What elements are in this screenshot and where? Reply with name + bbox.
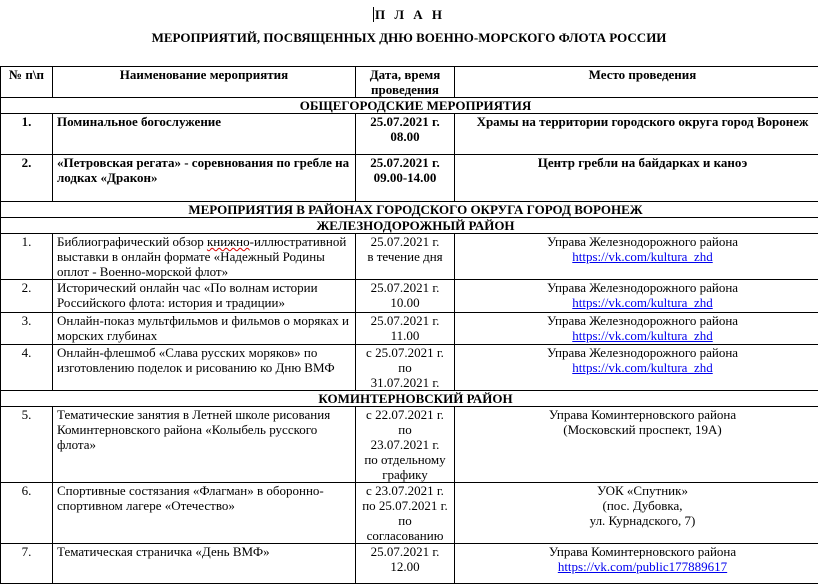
row-date: с 22.07.2021 г. по 23.07.2021 г. по отдельному графику: [356, 407, 455, 483]
row-place: Центр гребли на байдарках и каноэ: [455, 155, 818, 202]
vk-link[interactable]: https://vk.com/kultura_zhd: [572, 328, 712, 343]
vk-link[interactable]: https://vk.com/kultura_zhd: [572, 249, 712, 264]
table-row: [1, 280, 818, 313]
section-zhd: ЖЕЛЕЗНОДОРОЖНЫЙ РАЙОН: [1, 218, 818, 234]
events-table: [0, 66, 818, 584]
table-row: [1, 483, 818, 544]
row-place: Управа Коминтерновского района (Московский проспект, 19А): [455, 407, 818, 483]
row-place: Храмы на территории городского округа город Воронеж: [455, 114, 818, 155]
section-komintern: КОМИНТЕРНОВСКИЙ РАЙОН: [1, 391, 818, 407]
row-date: 25.07.2021 г. 11.00: [356, 313, 455, 345]
row-num: 2.: [1, 280, 53, 313]
table-row: [1, 407, 818, 483]
row-name: Библиографический обзор книжно-иллюстративной выставки в онлайн формате «Надежный Родины оплот - Военно-морской флот»: [53, 234, 356, 280]
row-place: Управа Железнодорожного района https://vk.com/kultura_zhd: [455, 313, 818, 345]
row-date: с 25.07.2021 г. по 31.07.2021 г.: [356, 345, 455, 391]
row-num: 1.: [1, 234, 53, 280]
row-name: Онлайн-флешмоб «Слава русских моряков» по изготовлению поделок и рисованию ко Дню ВМФ: [53, 345, 356, 391]
row-place: Управа Коминтерновского района https://vk.com/public177889617: [455, 544, 818, 584]
row-num: 5.: [1, 407, 53, 483]
table-row: [1, 544, 818, 584]
row-date: 25.07.2021 г. 08.00: [356, 114, 455, 155]
row-date: 25.07.2021 г. 09.00-14.00: [356, 155, 455, 202]
table-row: [1, 313, 818, 345]
section-districts: МЕРОПРИЯТИЯ В РАЙОНАХ ГОРОДСКОГО ОКРУГА ГОРОД ВОРОНЕЖ: [1, 202, 818, 218]
section-row: [1, 202, 818, 218]
row-date: с 23.07.2021 г. по 25.07.2021 г. по согласованию: [356, 483, 455, 544]
row-name: Онлайн-показ мультфильмов и фильмов о моряках и морских глубинах: [53, 313, 356, 345]
row-name: Тематическая страничка «День ВМФ»: [53, 544, 356, 584]
row-date: 25.07.2021 г. 12.00: [356, 544, 455, 584]
table-row: [1, 155, 818, 202]
table-header: [1, 67, 818, 98]
vk-link[interactable]: https://vk.com/kultura_zhd: [572, 360, 712, 375]
row-date: 25.07.2021 г. 10.00: [356, 280, 455, 313]
section-row: [1, 391, 818, 407]
row-num: 2.: [1, 155, 53, 202]
doc-title: П Л А Н: [0, 7, 818, 23]
row-num: 7.: [1, 544, 53, 584]
row-place: Управа Железнодорожного района https://vk.com/kultura_zhd: [455, 234, 818, 280]
doc-subtitle: МЕРОПРИЯТИЙ, ПОСВЯЩЕННЫХ ДНЮ ВОЕННО-МОРСКОГО ФЛОТА РОССИИ: [0, 30, 818, 46]
row-num: 1.: [1, 114, 53, 155]
row-num: 3.: [1, 313, 53, 345]
vk-link[interactable]: https://vk.com/kultura_zhd: [572, 295, 712, 310]
row-place: УОК «Спутник» (пос. Дубовка, ул. Курнадского, 7): [455, 483, 818, 544]
section-row: [1, 218, 818, 234]
row-date: 25.07.2021 г. в течение дня: [356, 234, 455, 280]
row-num: 4.: [1, 345, 53, 391]
row-name: Тематические занятия в Летней школе рисования Коминтерновского района «Колыбель русского флота»: [53, 407, 356, 483]
section-city: ОБЩЕГОРОДСКИЕ МЕРОПРИЯТИЯ: [1, 98, 818, 114]
header-num: № п\п: [1, 67, 53, 98]
header-name: Наименование мероприятия: [53, 67, 356, 98]
row-name: Исторический онлайн час «По волнам истории Российского флота: история и традиции»: [53, 280, 356, 313]
table-row: [1, 114, 818, 155]
header-place: Место проведения: [455, 67, 818, 98]
row-name: «Петровская регата» - соревнования по гребле на лодках «Дракон»: [53, 155, 356, 202]
row-name: Поминальное богослужение: [53, 114, 356, 155]
vk-link[interactable]: https://vk.com/public177889617: [558, 559, 727, 574]
row-place: Управа Железнодорожного района https://vk.com/kultura_zhd: [455, 280, 818, 313]
table-row: [1, 345, 818, 391]
row-place: Управа Железнодорожного района https://vk.com/kultura_zhd: [455, 345, 818, 391]
text-cursor: [373, 7, 374, 22]
row-num: 6.: [1, 483, 53, 544]
header-date: Дата, время проведения: [356, 67, 455, 98]
table-row: [1, 234, 818, 280]
section-row: [1, 98, 818, 114]
spellcheck-word: книжно: [207, 234, 250, 249]
row-name: Спортивные состязания «Флагман» в оборонно-спортивном лагере «Отечество»: [53, 483, 356, 544]
